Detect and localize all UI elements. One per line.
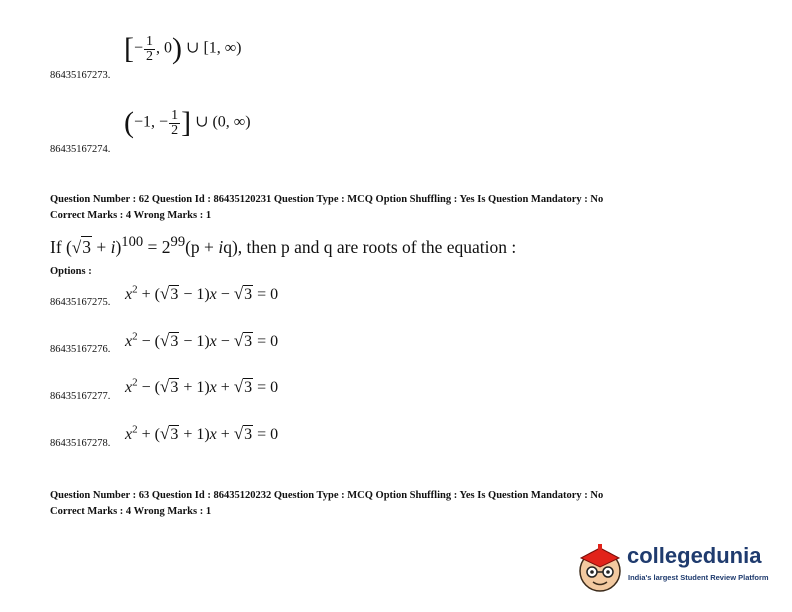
option-id: 86435167273. bbox=[50, 70, 111, 81]
option-equation[interactable]: $x^2 - (√3 - 1)x - √3 = 0$ bbox=[125, 330, 279, 350]
sqrt-3: √3 bbox=[159, 331, 179, 350]
option-id: 86435167278. bbox=[50, 438, 111, 449]
question-stem: If $(√3 + i)^{100} = 2^{99}(p + iq)$, then p and q are roots of the equation : bbox=[50, 234, 517, 257]
sqrt-3: √3 bbox=[159, 284, 179, 303]
sqrt-3: √3 bbox=[71, 236, 91, 257]
option-math-86435167273: [− $\frac{1}{2}$ , 0) ∪ [1, ∞) bbox=[124, 32, 242, 65]
sqrt-3: √3 bbox=[233, 377, 253, 396]
sqrt-3: √3 bbox=[233, 284, 253, 303]
next-question-header: Question Number : 63 Question Id : 86435120232 Question Type : MCQ Option Shuffling : Yes Is Question Mandatory : No bbox=[50, 490, 604, 501]
sqrt-3: √3 bbox=[159, 377, 179, 396]
brand-tagline: India's largest Student Review Platform bbox=[628, 573, 769, 582]
sqrt-3: √3 bbox=[159, 424, 179, 443]
option-equation[interactable]: $x^2 + (√3 + 1)x + √3 = 0$ bbox=[125, 423, 279, 443]
next-question-marks: Correct Marks : 4 Wrong Marks : 1 bbox=[50, 506, 212, 517]
mascot-icon bbox=[575, 540, 625, 594]
fraction: $\frac{1}{2}$ bbox=[146, 33, 154, 64]
option-id: 86435167275. bbox=[50, 297, 111, 308]
option-id: 86435167277. bbox=[50, 391, 111, 402]
option-math-86435167274: (−1, − $\frac{1}{2}$ ] ∪ (0, ∞) bbox=[124, 106, 251, 139]
collegedunia-logo bbox=[575, 540, 785, 594]
sqrt-3: √3 bbox=[233, 424, 253, 443]
options-label: Options : bbox=[50, 266, 92, 277]
option-equation[interactable]: $x^2 + (√3 - 1)x - √3 = 0$ bbox=[125, 283, 279, 303]
fraction: $\frac{1}{2}$ bbox=[171, 107, 179, 138]
question-marks: Correct Marks : 4 Wrong Marks : 1 bbox=[50, 210, 212, 221]
brand-name: collegedunia bbox=[627, 543, 762, 568]
option-equation[interactable]: $x^2 - (√3 + 1)x + √3 = 0$ bbox=[125, 376, 279, 396]
sqrt-3: √3 bbox=[233, 331, 253, 350]
option-id: 86435167276. bbox=[50, 344, 111, 355]
question-header: Question Number : 62 Question Id : 86435120231 Question Type : MCQ Option Shuffling : Yes Is Question Mandatory : No bbox=[50, 194, 604, 205]
option-id: 86435167274. bbox=[50, 144, 111, 155]
